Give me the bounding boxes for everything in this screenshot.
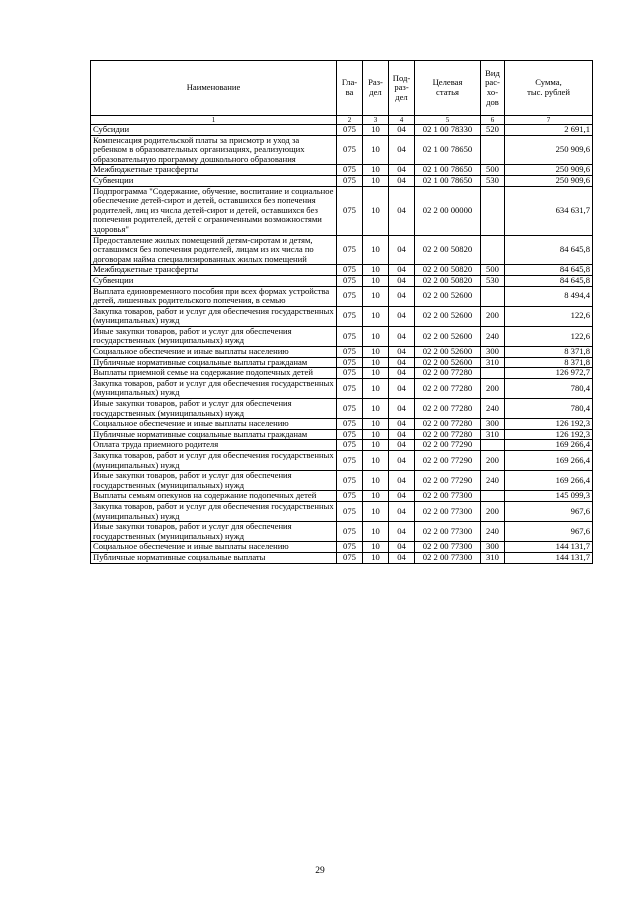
row-razdel-cell: 10	[363, 378, 389, 398]
row-sum-cell: 8 371,8	[505, 357, 593, 368]
row-glava-cell: 075	[337, 326, 363, 346]
row-sum-cell: 84 645,8	[505, 235, 593, 265]
row-razdel-cell: 10	[363, 471, 389, 491]
row-target-article-cell: 02 2 00 77300	[415, 552, 481, 563]
table-row	[91, 451, 593, 471]
row-expense-type-cell	[481, 286, 505, 306]
column-number: 4	[389, 116, 415, 125]
row-glava-cell: 075	[337, 471, 363, 491]
row-podrazdel-cell: 04	[389, 501, 415, 521]
row-name-cell: Социальное обеспечение и иные выплаты населению	[91, 542, 337, 553]
table-row	[91, 419, 593, 430]
row-name-cell: Субвенции	[91, 175, 337, 186]
budget-table	[90, 60, 593, 564]
row-razdel-cell: 10	[363, 399, 389, 419]
row-razdel-cell: 10	[363, 419, 389, 430]
row-target-article-cell: 02 2 00 77290	[415, 451, 481, 471]
table-row	[91, 186, 593, 235]
row-podrazdel-cell: 04	[389, 275, 415, 286]
table-row	[91, 429, 593, 440]
row-name-cell: Компенсация родительской платы за присмотр и уход за ребенком в образовательных организациях, реализующих образовательную программу дошкольного образования	[91, 135, 337, 165]
row-name-cell: Предоставление жилых помещений детям-сиротам и детям, оставшимся без попечения родителей, лицам из их числа по договорам найма специализированных жилых помещений	[91, 235, 337, 265]
row-glava-cell: 075	[337, 399, 363, 419]
row-glava-cell: 075	[337, 347, 363, 358]
row-expense-type-cell: 240	[481, 326, 505, 346]
header-glava: Гла- ва	[337, 61, 363, 116]
row-podrazdel-cell: 04	[389, 368, 415, 379]
row-razdel-cell: 10	[363, 491, 389, 502]
row-razdel-cell: 10	[363, 175, 389, 186]
row-expense-type-cell: 530	[481, 275, 505, 286]
row-target-article-cell: 02 2 00 52600	[415, 286, 481, 306]
row-name-cell: Закупка товаров, работ и услуг для обеспечения государственных (муниципальных) нужд	[91, 451, 337, 471]
column-number: 1	[91, 116, 337, 125]
row-sum-cell: 126 972,7	[505, 368, 593, 379]
row-expense-type-cell	[481, 368, 505, 379]
table-header-row	[91, 61, 593, 116]
table-row	[91, 347, 593, 358]
row-razdel-cell: 10	[363, 357, 389, 368]
row-razdel-cell: 10	[363, 501, 389, 521]
row-name-cell: Субвенции	[91, 275, 337, 286]
row-glava-cell: 075	[337, 275, 363, 286]
row-expense-type-cell: 500	[481, 265, 505, 276]
row-name-cell: Иные закупки товаров, работ и услуг для обеспечения государственных (муниципальных) нужд	[91, 471, 337, 491]
row-razdel-cell: 10	[363, 522, 389, 542]
row-target-article-cell: 02 2 00 52600	[415, 347, 481, 358]
row-sum-cell: 250 909,6	[505, 135, 593, 165]
row-target-article-cell: 02 2 00 52600	[415, 326, 481, 346]
row-sum-cell: 634 631,7	[505, 186, 593, 235]
row-podrazdel-cell: 04	[389, 522, 415, 542]
row-sum-cell: 84 645,8	[505, 265, 593, 276]
row-target-article-cell: 02 2 00 77290	[415, 471, 481, 491]
row-expense-type-cell: 310	[481, 429, 505, 440]
row-name-cell: Оплата труда приемного родителя	[91, 440, 337, 451]
table-row	[91, 265, 593, 276]
row-sum-cell: 169 266,4	[505, 451, 593, 471]
row-expense-type-cell	[481, 135, 505, 165]
row-target-article-cell: 02 1 00 78330	[415, 125, 481, 136]
row-target-article-cell: 02 2 00 77280	[415, 368, 481, 379]
row-name-cell: Социальное обеспечение и иные выплаты населению	[91, 419, 337, 430]
row-sum-cell: 84 645,8	[505, 275, 593, 286]
row-name-cell: Выплаты семьям опекунов на содержание подопечных детей	[91, 491, 337, 502]
row-expense-type-cell: 300	[481, 542, 505, 553]
row-razdel-cell: 10	[363, 275, 389, 286]
row-razdel-cell: 10	[363, 165, 389, 176]
row-name-cell: Межбюджетные трансферты	[91, 165, 337, 176]
table-row	[91, 357, 593, 368]
row-glava-cell: 075	[337, 125, 363, 136]
row-podrazdel-cell: 04	[389, 125, 415, 136]
budget-page	[90, 60, 592, 564]
table-row	[91, 175, 593, 186]
row-name-cell: Выплата единовременного пособия при всех формах устройства детей, лишенных родительского попечения, в семью	[91, 286, 337, 306]
row-name-cell: Публичные нормативные социальные выплаты	[91, 552, 337, 563]
row-name-cell: Выплаты приемной семье на содержание подопечных детей	[91, 368, 337, 379]
row-target-article-cell: 02 2 00 77280	[415, 429, 481, 440]
row-sum-cell: 169 266,4	[505, 471, 593, 491]
row-glava-cell: 075	[337, 501, 363, 521]
column-number: 2	[337, 116, 363, 125]
row-podrazdel-cell: 04	[389, 265, 415, 276]
row-target-article-cell: 02 2 00 77290	[415, 440, 481, 451]
row-glava-cell: 075	[337, 286, 363, 306]
table-row	[91, 552, 593, 563]
row-glava-cell: 075	[337, 135, 363, 165]
header-expense-type: Вид рас- хо- дов	[481, 61, 505, 116]
row-glava-cell: 075	[337, 378, 363, 398]
row-expense-type-cell: 200	[481, 451, 505, 471]
row-podrazdel-cell: 04	[389, 165, 415, 176]
row-expense-type-cell	[481, 235, 505, 265]
row-glava-cell: 075	[337, 491, 363, 502]
row-podrazdel-cell: 04	[389, 378, 415, 398]
table-row	[91, 125, 593, 136]
row-expense-type-cell: 300	[481, 419, 505, 430]
row-expense-type-cell	[481, 440, 505, 451]
row-glava-cell: 075	[337, 419, 363, 430]
row-glava-cell: 075	[337, 357, 363, 368]
row-razdel-cell: 10	[363, 347, 389, 358]
row-sum-cell: 967,6	[505, 522, 593, 542]
row-expense-type-cell	[481, 186, 505, 235]
row-glava-cell: 075	[337, 175, 363, 186]
table-row	[91, 368, 593, 379]
table-row	[91, 501, 593, 521]
row-glava-cell: 075	[337, 451, 363, 471]
row-name-cell: Субсидии	[91, 125, 337, 136]
table-row	[91, 522, 593, 542]
row-razdel-cell: 10	[363, 286, 389, 306]
column-number: 6	[481, 116, 505, 125]
row-sum-cell: 8 494,4	[505, 286, 593, 306]
row-glava-cell: 075	[337, 429, 363, 440]
row-target-article-cell: 02 2 00 77300	[415, 522, 481, 542]
table-row	[91, 378, 593, 398]
table-row	[91, 165, 593, 176]
table-row	[91, 440, 593, 451]
row-name-cell: Межбюджетные трансферты	[91, 265, 337, 276]
row-target-article-cell: 02 2 00 77280	[415, 378, 481, 398]
row-podrazdel-cell: 04	[389, 491, 415, 502]
row-expense-type-cell: 530	[481, 175, 505, 186]
row-expense-type-cell: 200	[481, 501, 505, 521]
row-expense-type-cell: 520	[481, 125, 505, 136]
row-expense-type-cell: 500	[481, 165, 505, 176]
row-glava-cell: 075	[337, 552, 363, 563]
row-expense-type-cell: 240	[481, 399, 505, 419]
row-sum-cell: 8 371,8	[505, 347, 593, 358]
row-razdel-cell: 10	[363, 440, 389, 451]
row-target-article-cell: 02 2 00 77280	[415, 399, 481, 419]
table-row	[91, 286, 593, 306]
row-glava-cell: 075	[337, 522, 363, 542]
header-sum: Сумма, тыс. рублей	[505, 61, 593, 116]
row-expense-type-cell	[481, 491, 505, 502]
column-number-row	[91, 116, 593, 125]
row-razdel-cell: 10	[363, 265, 389, 276]
row-razdel-cell: 10	[363, 451, 389, 471]
row-sum-cell: 169 266,4	[505, 440, 593, 451]
row-expense-type-cell: 300	[481, 347, 505, 358]
table-row	[91, 399, 593, 419]
row-podrazdel-cell: 04	[389, 471, 415, 491]
row-sum-cell: 250 909,6	[505, 175, 593, 186]
row-podrazdel-cell: 04	[389, 399, 415, 419]
row-podrazdel-cell: 04	[389, 286, 415, 306]
row-glava-cell: 075	[337, 235, 363, 265]
row-podrazdel-cell: 04	[389, 440, 415, 451]
row-name-cell: Закупка товаров, работ и услуг для обеспечения государственных (муниципальных) нужд	[91, 306, 337, 326]
row-sum-cell: 122,6	[505, 306, 593, 326]
row-expense-type-cell: 200	[481, 378, 505, 398]
row-sum-cell: 780,4	[505, 399, 593, 419]
row-expense-type-cell: 310	[481, 357, 505, 368]
row-podrazdel-cell: 04	[389, 186, 415, 235]
row-target-article-cell: 02 2 00 50820	[415, 275, 481, 286]
row-sum-cell: 250 909,6	[505, 165, 593, 176]
table-row	[91, 306, 593, 326]
row-sum-cell: 145 099,3	[505, 491, 593, 502]
row-glava-cell: 075	[337, 306, 363, 326]
row-name-cell: Иные закупки товаров, работ и услуг для обеспечения государственных (муниципальных) нужд	[91, 326, 337, 346]
table-row	[91, 326, 593, 346]
table-body	[91, 125, 593, 564]
row-sum-cell: 126 192,3	[505, 419, 593, 430]
row-razdel-cell: 10	[363, 368, 389, 379]
row-target-article-cell: 02 1 00 78650	[415, 135, 481, 165]
row-podrazdel-cell: 04	[389, 552, 415, 563]
row-podrazdel-cell: 04	[389, 175, 415, 186]
row-sum-cell: 126 192,3	[505, 429, 593, 440]
table-row	[91, 542, 593, 553]
row-target-article-cell: 02 2 00 00000	[415, 186, 481, 235]
table-row	[91, 275, 593, 286]
row-podrazdel-cell: 04	[389, 135, 415, 165]
column-number: 5	[415, 116, 481, 125]
row-glava-cell: 075	[337, 542, 363, 553]
row-sum-cell: 967,6	[505, 501, 593, 521]
row-razdel-cell: 10	[363, 542, 389, 553]
row-podrazdel-cell: 04	[389, 235, 415, 265]
row-razdel-cell: 10	[363, 326, 389, 346]
row-name-cell: Иные закупки товаров, работ и услуг для обеспечения государственных (муниципальных) нужд	[91, 399, 337, 419]
row-expense-type-cell: 310	[481, 552, 505, 563]
row-expense-type-cell: 240	[481, 471, 505, 491]
row-podrazdel-cell: 04	[389, 357, 415, 368]
row-razdel-cell: 10	[363, 429, 389, 440]
row-name-cell: Публичные нормативные социальные выплаты гражданам	[91, 429, 337, 440]
table-row	[91, 471, 593, 491]
table-row	[91, 135, 593, 165]
row-podrazdel-cell: 04	[389, 306, 415, 326]
row-razdel-cell: 10	[363, 125, 389, 136]
row-target-article-cell: 02 2 00 52600	[415, 357, 481, 368]
row-razdel-cell: 10	[363, 552, 389, 563]
header-name: Наименование	[91, 61, 337, 116]
row-target-article-cell: 02 2 00 77300	[415, 542, 481, 553]
row-podrazdel-cell: 04	[389, 429, 415, 440]
row-name-cell: Закупка товаров, работ и услуг для обеспечения государственных (муниципальных) нужд	[91, 501, 337, 521]
row-target-article-cell: 02 2 00 50820	[415, 265, 481, 276]
row-podrazdel-cell: 04	[389, 347, 415, 358]
row-sum-cell: 144 131,7	[505, 542, 593, 553]
row-glava-cell: 075	[337, 440, 363, 451]
row-name-cell: Публичные нормативные социальные выплаты гражданам	[91, 357, 337, 368]
row-razdel-cell: 10	[363, 186, 389, 235]
row-sum-cell: 780,4	[505, 378, 593, 398]
row-name-cell: Социальное обеспечение и иные выплаты населению	[91, 347, 337, 358]
row-sum-cell: 2 691,1	[505, 125, 593, 136]
table-row	[91, 235, 593, 265]
row-target-article-cell: 02 1 00 78650	[415, 165, 481, 176]
row-target-article-cell: 02 2 00 77300	[415, 491, 481, 502]
row-name-cell: Подпрограмма "Содержание, обучение, воспитание и социальное обеспечение детей-сирот и детей, оставшихся без попечения родителей, лиц из числа детей-сирот и детей, оставшихся без попечения родителей, детей с ограниченными возможностями здоровья"	[91, 186, 337, 235]
table-row	[91, 491, 593, 502]
row-podrazdel-cell: 04	[389, 451, 415, 471]
row-razdel-cell: 10	[363, 306, 389, 326]
row-expense-type-cell: 200	[481, 306, 505, 326]
row-name-cell: Иные закупки товаров, работ и услуг для обеспечения государственных (муниципальных) нужд	[91, 522, 337, 542]
row-razdel-cell: 10	[363, 135, 389, 165]
row-podrazdel-cell: 04	[389, 419, 415, 430]
row-glava-cell: 075	[337, 165, 363, 176]
header-target-article: Целевая статья	[415, 61, 481, 116]
row-sum-cell: 144 131,7	[505, 552, 593, 563]
header-razdel: Раз- дел	[363, 61, 389, 116]
row-glava-cell: 075	[337, 265, 363, 276]
page-number: 29	[315, 866, 325, 876]
row-target-article-cell: 02 2 00 50820	[415, 235, 481, 265]
row-expense-type-cell: 240	[481, 522, 505, 542]
row-glava-cell: 075	[337, 186, 363, 235]
column-number: 7	[505, 116, 593, 125]
row-target-article-cell: 02 2 00 52600	[415, 306, 481, 326]
row-sum-cell: 122,6	[505, 326, 593, 346]
row-podrazdel-cell: 04	[389, 542, 415, 553]
row-target-article-cell: 02 2 00 77280	[415, 419, 481, 430]
row-target-article-cell: 02 2 00 77300	[415, 501, 481, 521]
column-number: 3	[363, 116, 389, 125]
row-podrazdel-cell: 04	[389, 326, 415, 346]
row-razdel-cell: 10	[363, 235, 389, 265]
header-podrazdel: Под- раз- дел	[389, 61, 415, 116]
row-glava-cell: 075	[337, 368, 363, 379]
row-name-cell: Закупка товаров, работ и услуг для обеспечения государственных (муниципальных) нужд	[91, 378, 337, 398]
row-target-article-cell: 02 1 00 78650	[415, 175, 481, 186]
